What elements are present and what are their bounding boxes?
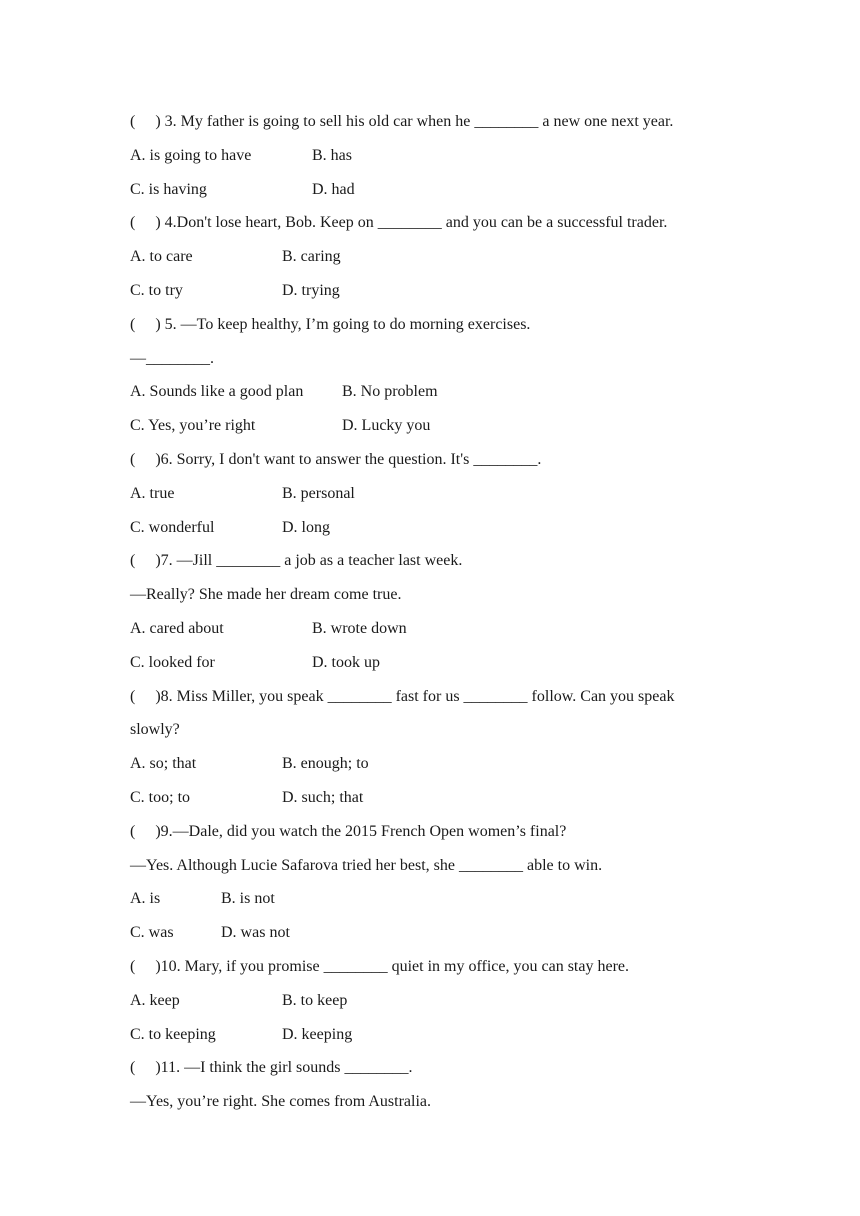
question-6-stem: ( )6. Sorry, I don't want to answer the question. It's ________. (130, 451, 542, 468)
question-6-option-c: C. wonderful (130, 519, 215, 536)
question-9-option-c: C. was (130, 924, 174, 941)
question-4-option-b: B. caring (282, 248, 341, 265)
question-7-option-c: C. looked for (130, 654, 215, 671)
question-7-option-a: A. cared about (130, 620, 224, 637)
question-7-option-d: D. took up (312, 654, 380, 671)
question-9-reply: —Yes. Although Lucie Safarova tried her best, she ________ able to win. (130, 857, 603, 874)
question-10-option-a: A. keep (130, 992, 180, 1009)
question-5-option-a: A. Sounds like a good plan (130, 383, 304, 400)
question-10-stem: ( )10. Mary, if you promise ________ quiet in my office, you can stay here. (130, 958, 629, 975)
question-6-option-a: A. true (130, 485, 175, 502)
question-5-stem: ( ) 5. —To keep healthy, I’m going to do morning exercises. (130, 316, 531, 333)
question-3-option-d: D. had (312, 181, 355, 198)
question-9-option-d: D. was not (221, 924, 290, 941)
question-10-option-b: B. to keep (282, 992, 348, 1009)
question-4-option-c: C. to try (130, 282, 183, 299)
question-8-option-c: C. too; to (130, 789, 191, 806)
question-3-option-c: C. is having (130, 181, 207, 198)
question-4-option-a: A. to care (130, 248, 193, 265)
question-5-option-c: C. Yes, you’re right (130, 417, 256, 434)
question-8-option-b: B. enough; to (282, 755, 369, 772)
question-7-stem: ( )7. —Jill ________ a job as a teacher last week. (130, 552, 463, 569)
question-5-option-b: B. No problem (342, 383, 438, 400)
question-6-option-b: B. personal (282, 485, 355, 502)
question-8-option-a: A. so; that (130, 755, 197, 772)
question-7-reply: —Really? She made her dream come true. (130, 586, 402, 603)
question-10-option-d: D. keeping (282, 1026, 353, 1043)
question-6-option-d: D. long (282, 519, 330, 536)
question-11-stem: ( )11. —I think the girl sounds ________. (130, 1059, 413, 1076)
question-10-option-c: C. to keeping (130, 1026, 216, 1043)
question-5-reply: —________. (130, 350, 214, 367)
question-8-stem-continued: slowly? (130, 721, 180, 738)
question-3-option-b: B. has (312, 147, 352, 164)
question-3-stem: ( ) 3. My father is going to sell his old car when he ________ a new one next year. (130, 113, 674, 130)
question-11-reply: —Yes, you’re right. She comes from Australia. (130, 1093, 431, 1110)
question-7-option-b: B. wrote down (312, 620, 407, 637)
question-9-stem: ( )9.—Dale, did you watch the 2015 French Open women’s final? (130, 823, 567, 840)
question-4-option-d: D. trying (282, 282, 340, 299)
question-8-stem: ( )8. Miss Miller, you speak ________ fast for us ________ follow. Can you speak (130, 688, 675, 705)
question-9-option-b: B. is not (221, 890, 275, 907)
question-8-option-d: D. such; that (282, 789, 364, 806)
question-9-option-a: A. is (130, 890, 161, 907)
question-5-option-d: D. Lucky you (342, 417, 431, 434)
question-3-option-a: A. is going to have (130, 147, 252, 164)
question-4-stem: ( ) 4.Don't lose heart, Bob. Keep on ________ and you can be a successful trader. (130, 214, 668, 231)
